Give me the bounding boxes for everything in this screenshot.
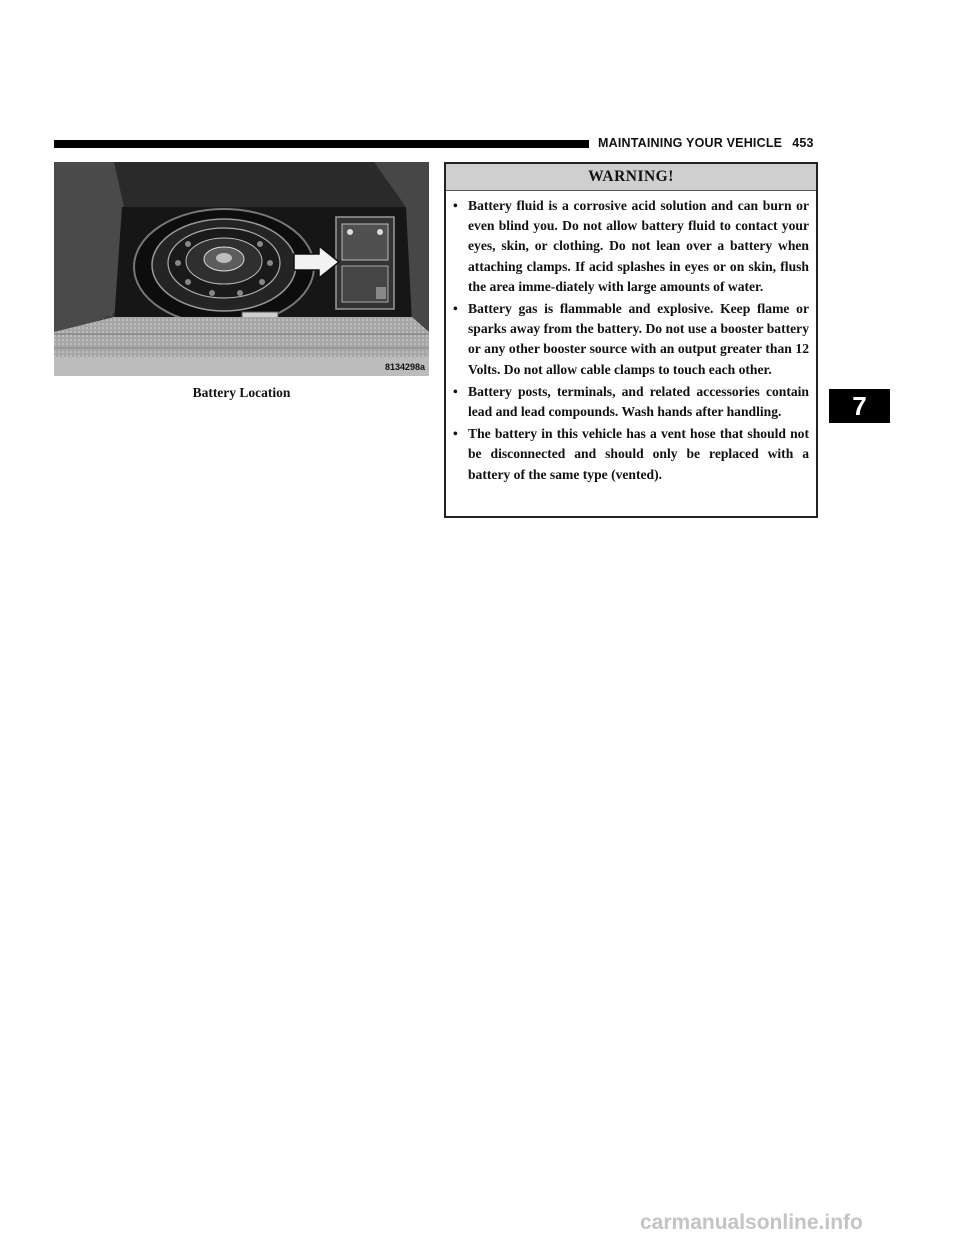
warning-list	[446, 191, 816, 485]
warning-item-text: Battery posts, terminals, and related accessories contain lead and lead compounds. Wash hands after handling.	[468, 383, 809, 420]
warning-box	[444, 162, 818, 518]
spare-tire	[134, 209, 314, 325]
warning-item-text: The battery in this vehicle has a vent hose that should not be disconnected and should only be replaced with a battery of the same type (vented).	[468, 426, 809, 482]
bullet-icon: •	[453, 426, 458, 442]
figure-id: 8134298a	[384, 362, 425, 372]
header-rule	[54, 140, 589, 148]
battery-location-figure	[54, 162, 429, 376]
warning-item	[453, 299, 809, 380]
chapter-tab: 7	[829, 389, 890, 423]
watermark: carmanualsonline.info	[640, 1211, 863, 1234]
warning-title: WARNING!	[446, 164, 816, 191]
figure-caption: Battery Location	[192, 385, 291, 400]
battery	[336, 217, 394, 309]
bullet-icon: •	[453, 198, 458, 213]
running-header	[598, 136, 814, 150]
bullet-icon: •	[453, 301, 458, 317]
page-number: 453	[792, 136, 814, 150]
section-title: MAINTAINING YOUR VEHICLE	[598, 136, 783, 150]
trunk-illustration	[54, 162, 429, 376]
warning-item	[453, 196, 809, 297]
warning-item-text: Battery fluid is a corrosive acid solution and can burn or even blind you. Do not allow battery fluid to contact your eyes, skin, or clothing. Do not lean over a battery when attaching clamps. If acid splashes in eyes or on skin, flush the area imme-diately with large amounts of water.	[468, 198, 809, 294]
bullet-icon: •	[453, 383, 458, 399]
warning-item-text: Battery gas is flammable and explosive. Keep flame or sparks away from the battery. Do not use a booster battery or any other booster source with an output greater than 12 Volts. Do not allow cable clamps to touch each other.	[468, 301, 809, 377]
warning-item	[453, 424, 809, 485]
warning-item	[453, 382, 809, 422]
